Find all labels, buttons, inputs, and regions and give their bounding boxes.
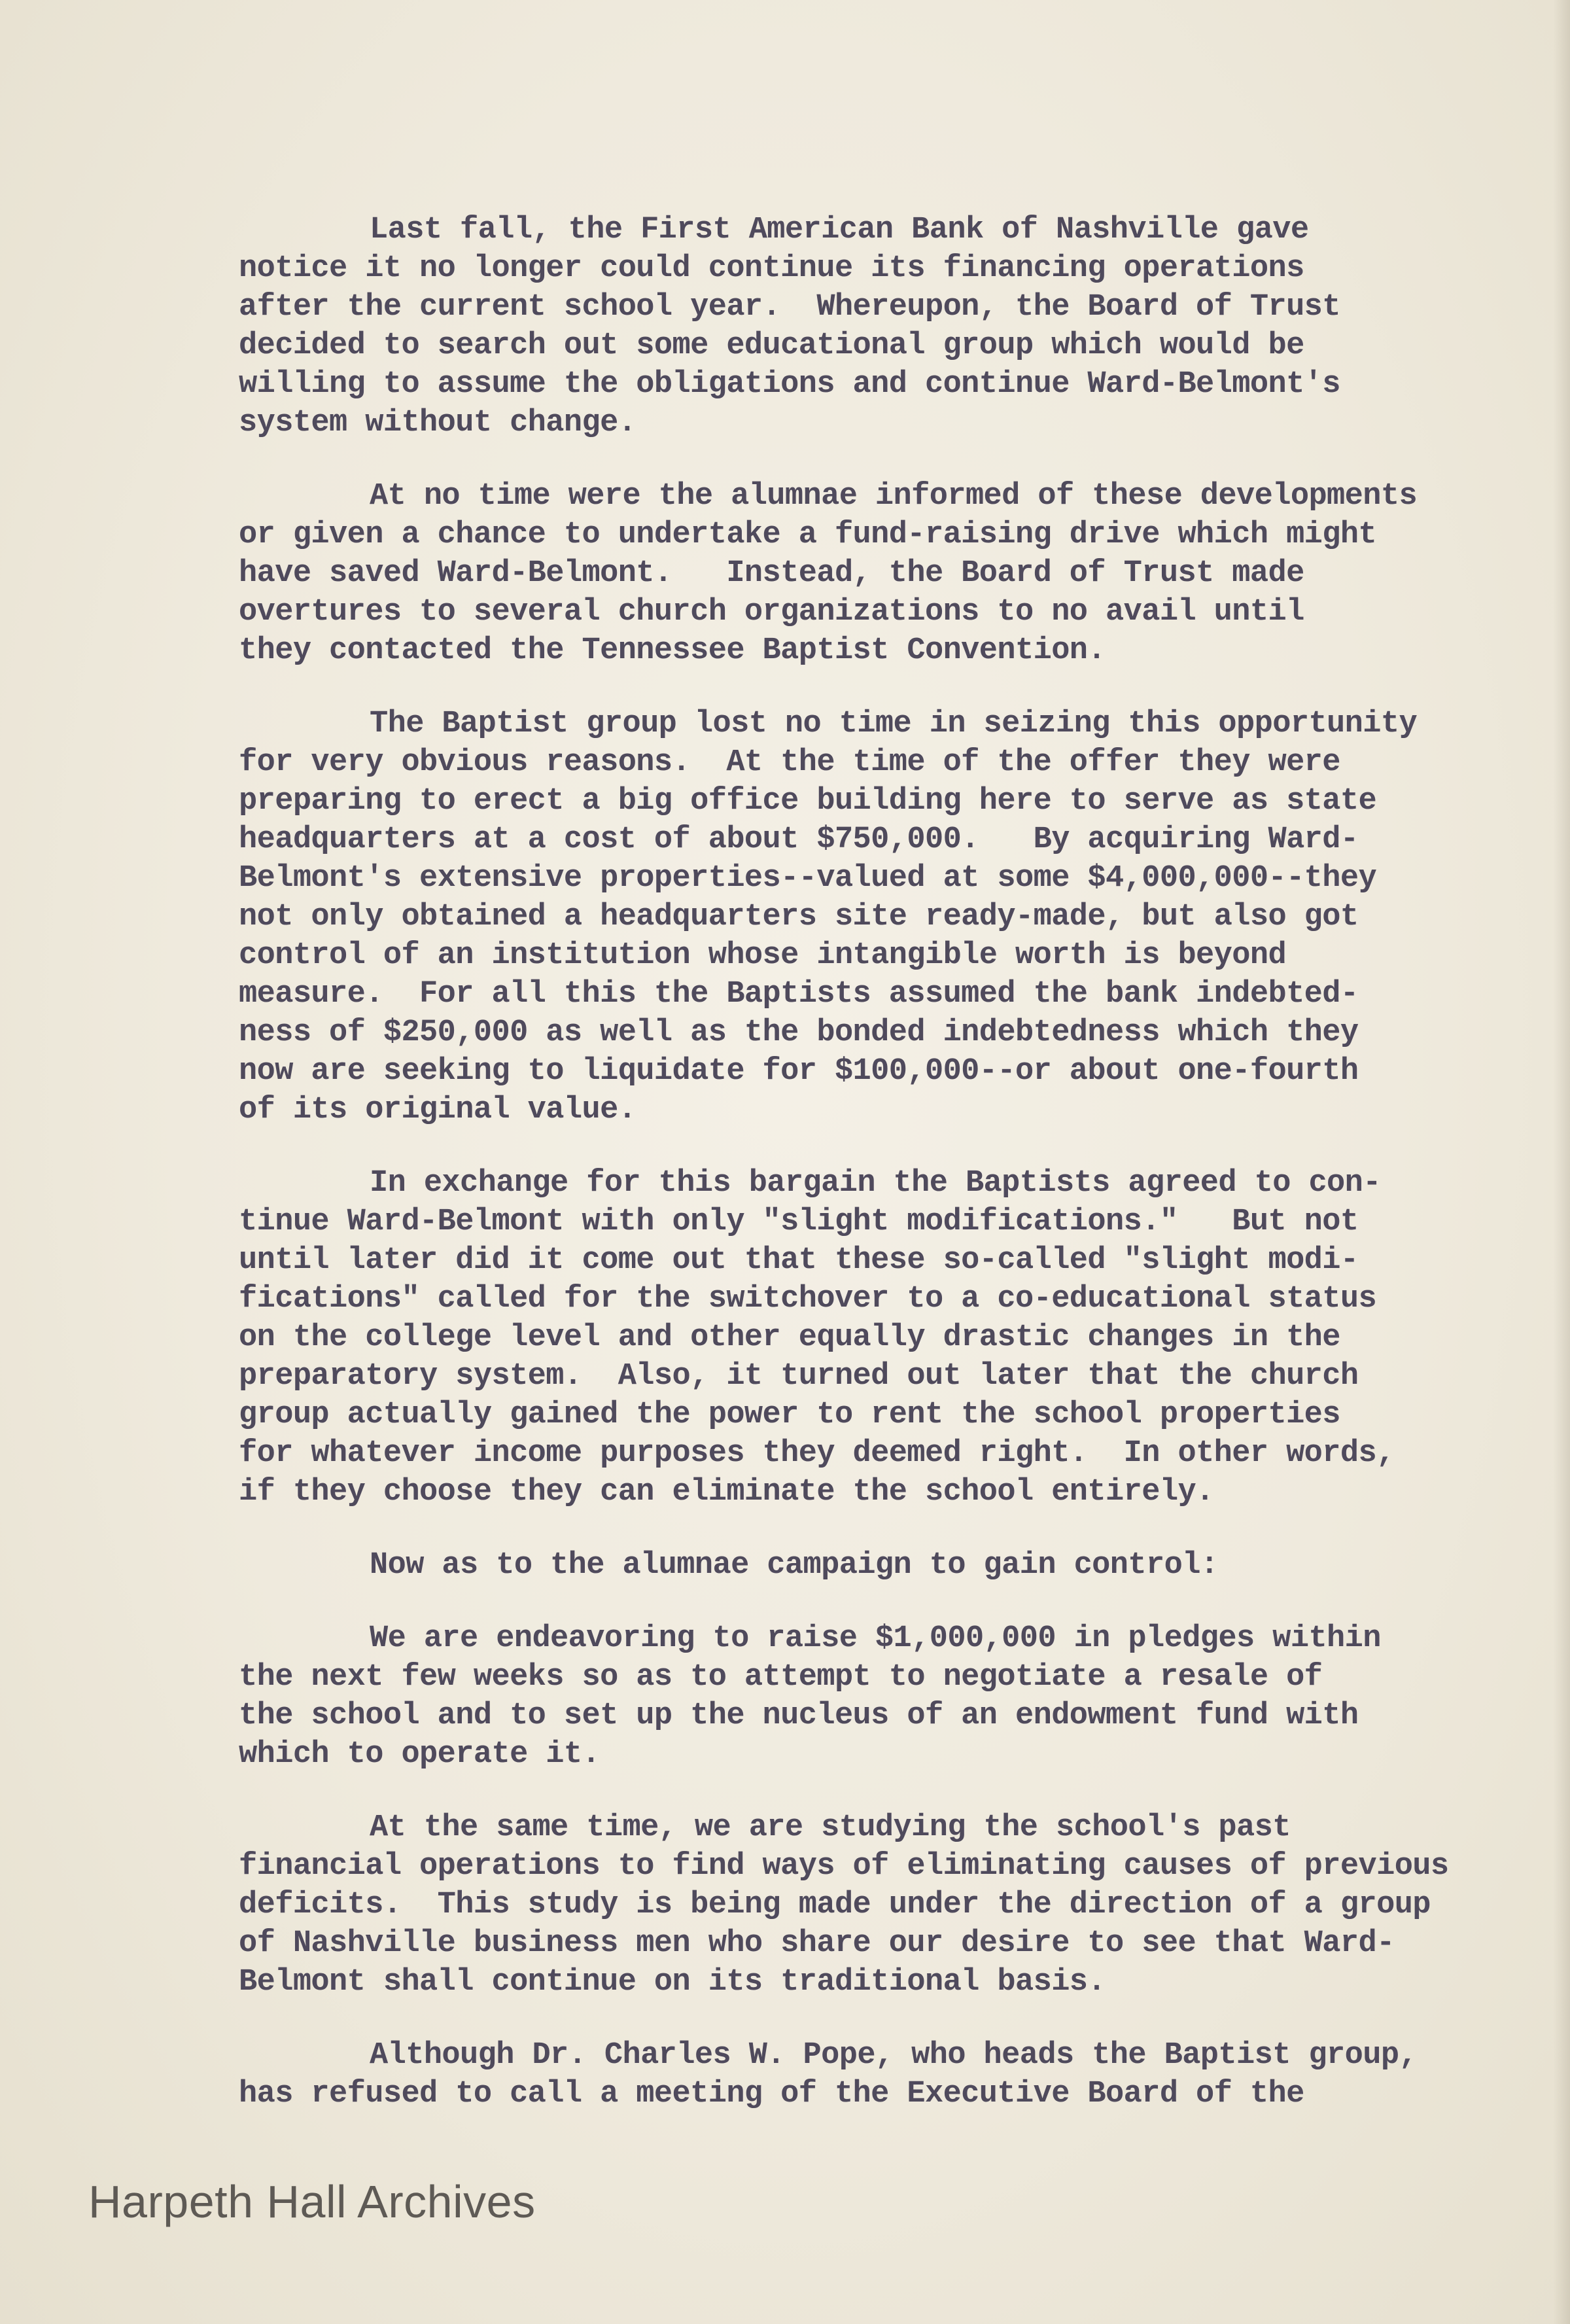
paragraph-bank-notice <box>239 211 1554 442</box>
text-line: Belmont's extensive properties--valued at some $4,000,000--they <box>239 861 1377 896</box>
text-line: notice it no longer could continue its financing operations <box>239 251 1304 286</box>
paragraph-campaign-intro <box>239 1546 1554 1585</box>
text-line: Now as to the alumnae campaign to gain control: <box>370 1548 1219 1583</box>
text-line: of its original value. <box>239 1093 637 1127</box>
text-line: measure. For all this the Baptists assumed the bank indebted- <box>239 977 1359 1012</box>
text-line: for whatever income purposes they deemed right. In other words, <box>239 1436 1395 1471</box>
text-line: Last fall, the First American Bank of Nashville gave <box>370 213 1309 247</box>
text-line: have saved Ward-Belmont. Instead, the Board of Trust made <box>239 556 1304 591</box>
paragraph-alumnae-not-informed <box>239 477 1554 670</box>
text-line: overtures to several church organizations to no avail until <box>239 595 1304 629</box>
text-line: until later did it come out that these so-called "slight modi- <box>239 1243 1359 1278</box>
text-line: deficits. This study is being made under the direction of a group <box>239 1888 1431 1922</box>
text-line: the next few weeks so as to attempt to negotiate a resale of <box>239 1660 1323 1695</box>
paragraph-financial-study <box>239 1808 1554 2001</box>
text-line: group actually gained the power to rent the school properties <box>239 1398 1340 1432</box>
text-line: The Baptist group lost no time in seizing this opportunity <box>370 707 1418 741</box>
text-line: At no time were the alumnae informed of these developments <box>370 479 1418 514</box>
text-line: tinue Ward-Belmont with only "slight modifications." But not <box>239 1205 1359 1239</box>
text-line: decided to search out some educational group which would be <box>239 328 1304 363</box>
text-line: control of an institution whose intangible worth is beyond <box>239 938 1287 973</box>
text-line: ness of $250,000 as well as the bonded indebtedness which they <box>239 1015 1359 1050</box>
text-line: which to operate it. <box>239 1737 601 1772</box>
text-line: now are seeking to liquidate for $100,000--or about one-fourth <box>239 1054 1359 1089</box>
text-line: not only obtained a headquarters site ready-made, but also got <box>239 900 1359 934</box>
text-line: of Nashville business men who share our desire to see that Ward- <box>239 1926 1395 1961</box>
text-line: after the current school year. Whereupon, the Board of Trust <box>239 290 1340 325</box>
text-line: headquarters at a cost of about $750,000. By acquiring Ward- <box>239 822 1359 857</box>
text-line: they contacted the Tennessee Baptist Convention. <box>239 633 1106 668</box>
text-line: preparatory system. Also, it turned out later that the church <box>239 1359 1359 1394</box>
text-line: if they choose they can eliminate the school entirely. <box>239 1475 1214 1509</box>
document-body <box>239 211 1554 2148</box>
paragraph-pledges <box>239 1619 1554 1774</box>
text-line: financial operations to find ways of eliminating causes of previous <box>239 1849 1449 1884</box>
text-line: or given a chance to undertake a fund-raising drive which might <box>239 518 1377 552</box>
text-line: preparing to erect a big office building here to serve as state <box>239 784 1377 819</box>
text-line: the school and to set up the nucleus of an endowment fund with <box>239 1699 1359 1733</box>
paragraph-slight-modifications <box>239 1164 1554 1511</box>
text-line: system without change. <box>239 406 637 440</box>
text-line: We are endeavoring to raise $1,000,000 in pledges within <box>370 1621 1381 1656</box>
text-line: fications" called for the switchover to a co-educational status <box>239 1282 1377 1316</box>
text-line: has refused to call a meeting of the Executive Board of the <box>239 2077 1304 2111</box>
paragraph-baptist-acquisition <box>239 705 1554 1129</box>
text-line: for very obvious reasons. At the time of the offer they were <box>239 745 1340 780</box>
text-line: Although Dr. Charles W. Pope, who heads the Baptist group, <box>370 2038 1418 2073</box>
archive-watermark-label: Harpeth Hall Archives <box>88 2176 536 2227</box>
text-line: willing to assume the obligations and continue Ward-Belmont's <box>239 367 1340 402</box>
text-line: In exchange for this bargain the Baptists agreed to con- <box>370 1166 1381 1201</box>
text-line: on the college level and other equally drastic changes in the <box>239 1320 1340 1355</box>
paragraph-dr-pope <box>239 2036 1554 2113</box>
text-line: At the same time, we are studying the school's past <box>370 1810 1291 1845</box>
text-line: Belmont shall continue on its traditional basis. <box>239 1965 1106 1999</box>
